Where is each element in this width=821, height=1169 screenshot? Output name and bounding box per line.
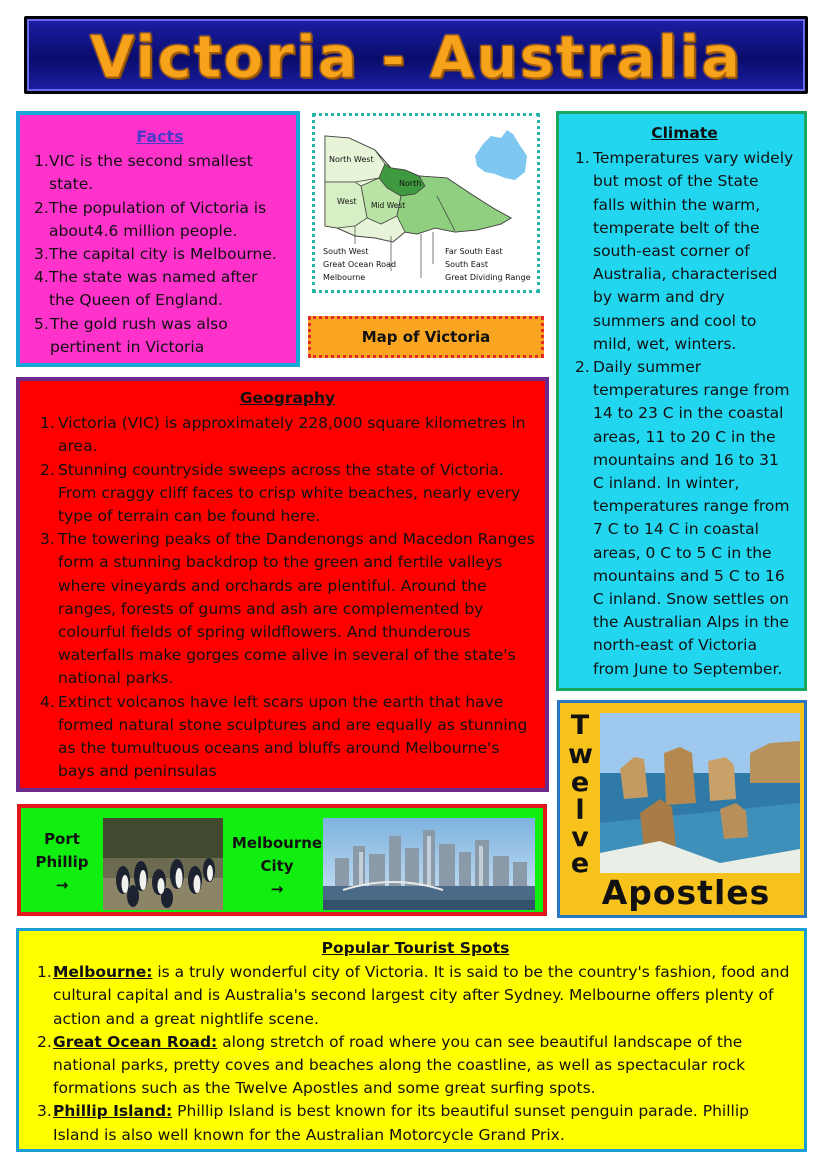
geography-text: Victoria (VIC) is approximately 228,000 square kilometres in area. [58, 414, 526, 456]
list-item [575, 147, 794, 356]
spot-name: Melbourne: [53, 963, 153, 982]
twelve-apostles-photo [600, 713, 800, 873]
map-caption: Map of Victoria [308, 316, 544, 358]
list-item [37, 1100, 794, 1146]
twelve-apostles-panel [557, 700, 807, 918]
fact-text: The state was named after the Queen of England. [49, 268, 258, 310]
facts-panel [16, 111, 300, 367]
list-item [34, 197, 286, 243]
label-line: City [260, 857, 294, 875]
list-number: 4. [40, 692, 55, 711]
list-item [40, 412, 535, 458]
page-title: Victoria - Australia [89, 23, 743, 91]
geography-panel [16, 377, 549, 792]
spot-text: is a truly wonderful city of Victoria. It is said to be the country's fashion, food and cultural capital and is Australia's second largest city after Sydney. Melbourne offers plenty of action and a great nightlife scene. [53, 963, 790, 1028]
map-label-west: West [337, 197, 357, 206]
climate-text: Temperatures vary widely but most of the State falls within the warm, temperate belt of the south-east corner of Australia, characterised by warm and dry summers and cool to mild, wet, winters. [593, 149, 794, 353]
vertical-letter: e [570, 767, 590, 798]
map-label-great-dividing-range: Great Dividing Range [445, 273, 531, 282]
list-item [34, 243, 286, 266]
label-line: Phillip [35, 853, 89, 871]
geography-text: The towering peaks of the Dandenongs and Macedon Ranges form a stunning backdrop to the green and fertile valleys where vineyards and orchards are plentiful. Around the ranges, forests of gums and ash are complemented by colourful fields of spring wildflowers. And thunderous waterfalls make gorges come alive in several of the state's national parks. [58, 530, 535, 688]
list-item [40, 459, 535, 529]
victoria-map-graphic [315, 116, 537, 290]
list-number: 2. [34, 198, 49, 217]
fact-text: The gold rush was also pertinent in Victoria [50, 314, 228, 356]
list-number: 2. [40, 460, 55, 479]
climate-text: Daily summer temperatures range from 14 to 23 C in the coastal areas, 11 to 20 C in the mountains and 16 to 31 C inland. In winter, temperatures range from 7 C to 14 C in coastal areas, 0 C to 5 C in the mountains and 5 C to 16 C inland. Snow settles on the Australian Alps in the north-east of Victoria from June to September. [593, 358, 790, 678]
list-item [34, 313, 286, 359]
vertical-letter: T [570, 710, 590, 741]
list-number: 2. [37, 1032, 52, 1051]
vertical-letter: v [571, 822, 589, 853]
list-number: 3. [40, 530, 55, 549]
list-number: 4. [34, 268, 49, 287]
melbourne-city-label [229, 832, 325, 901]
climate-panel [556, 111, 807, 691]
map-label-south-east: South East [445, 260, 489, 269]
map-label-far-south-east: Far South East [445, 247, 503, 256]
list-number: 1. [40, 414, 55, 433]
spot-name: Phillip Island: [53, 1102, 173, 1121]
title-banner [24, 16, 808, 94]
tourist-list [37, 961, 794, 1147]
fact-text: VIC is the second smallest state. [49, 152, 253, 194]
list-item [40, 691, 535, 784]
vertical-letter: l [575, 795, 585, 826]
arrow-right-icon: → [55, 876, 69, 894]
tourist-spots-panel [16, 928, 807, 1152]
map-label-great-ocean-road: Great Ocean Road [323, 260, 397, 269]
list-number: 1. [37, 963, 52, 982]
victoria-map [312, 113, 540, 293]
spot-text: along stretch of road where you can see beautiful landscape of the national parks, pretty coves and beaches along the coastline, as well as spectacular rock formations such as the Twelve Apostles and some great surfing spots. [53, 1032, 746, 1098]
list-number: 1. [575, 149, 590, 168]
geography-list [40, 412, 535, 783]
list-number: 5. [34, 314, 49, 333]
label-line: Melbourne [231, 834, 323, 852]
photo-strip [17, 804, 547, 916]
melbourne-city-photo [323, 818, 535, 910]
label-line: Port [44, 830, 80, 848]
geography-heading: Geography [239, 389, 336, 407]
climate-list [575, 147, 794, 681]
tourist-heading: Popular Tourist Spots [321, 939, 510, 957]
penguin-photo [103, 818, 223, 910]
list-item [34, 266, 286, 312]
geography-text: Stunning countryside sweeps across the state of Victoria. From craggy cliff faces to crisp white beaches, nearly every type of terrain can be found here. [58, 460, 521, 526]
climate-heading: Climate [651, 124, 718, 142]
map-label-melbourne: Melbourne [323, 273, 366, 282]
list-number: 3. [37, 1102, 52, 1121]
list-item [34, 150, 286, 196]
australia-inset-icon [475, 130, 527, 180]
list-item [37, 961, 794, 1031]
map-label-south-west: South West [323, 247, 369, 256]
vertical-letter: e [570, 848, 590, 879]
list-number: 3. [34, 245, 49, 264]
apostles-word: Apostles [601, 873, 771, 912]
arrow-right-icon: → [270, 880, 284, 898]
map-label-north: North [399, 179, 422, 188]
geography-text: Extinct volcanos have left scars upon the earth that have formed natural stone sculptures and are equally as stunning as the tumultuous oceans and bluffs around Melbourne's bays and peninsulas [58, 692, 528, 781]
vertical-letter: w [568, 739, 593, 770]
list-item [37, 1031, 794, 1101]
port-phillip-label [29, 828, 95, 897]
list-item [40, 528, 535, 690]
spot-name: Great Ocean Road: [53, 1032, 218, 1051]
list-number: 2. [575, 358, 590, 377]
map-label-north-west: North West [329, 155, 374, 164]
fact-text: The capital city is Melbourne. [49, 245, 277, 264]
map-label-mid: Mid West [371, 201, 406, 210]
fact-text: The population of Victoria is about4.6 million people. [49, 198, 267, 240]
list-number: 1. [34, 152, 49, 171]
facts-list [34, 150, 286, 359]
list-item [575, 356, 794, 681]
spot-text: Phillip Island is best known for its beautiful sunset penguin parade. Phillip Island is also well known for the Australian Motorcycle Grand Prix. [53, 1102, 749, 1144]
facts-heading: Facts [136, 127, 184, 146]
